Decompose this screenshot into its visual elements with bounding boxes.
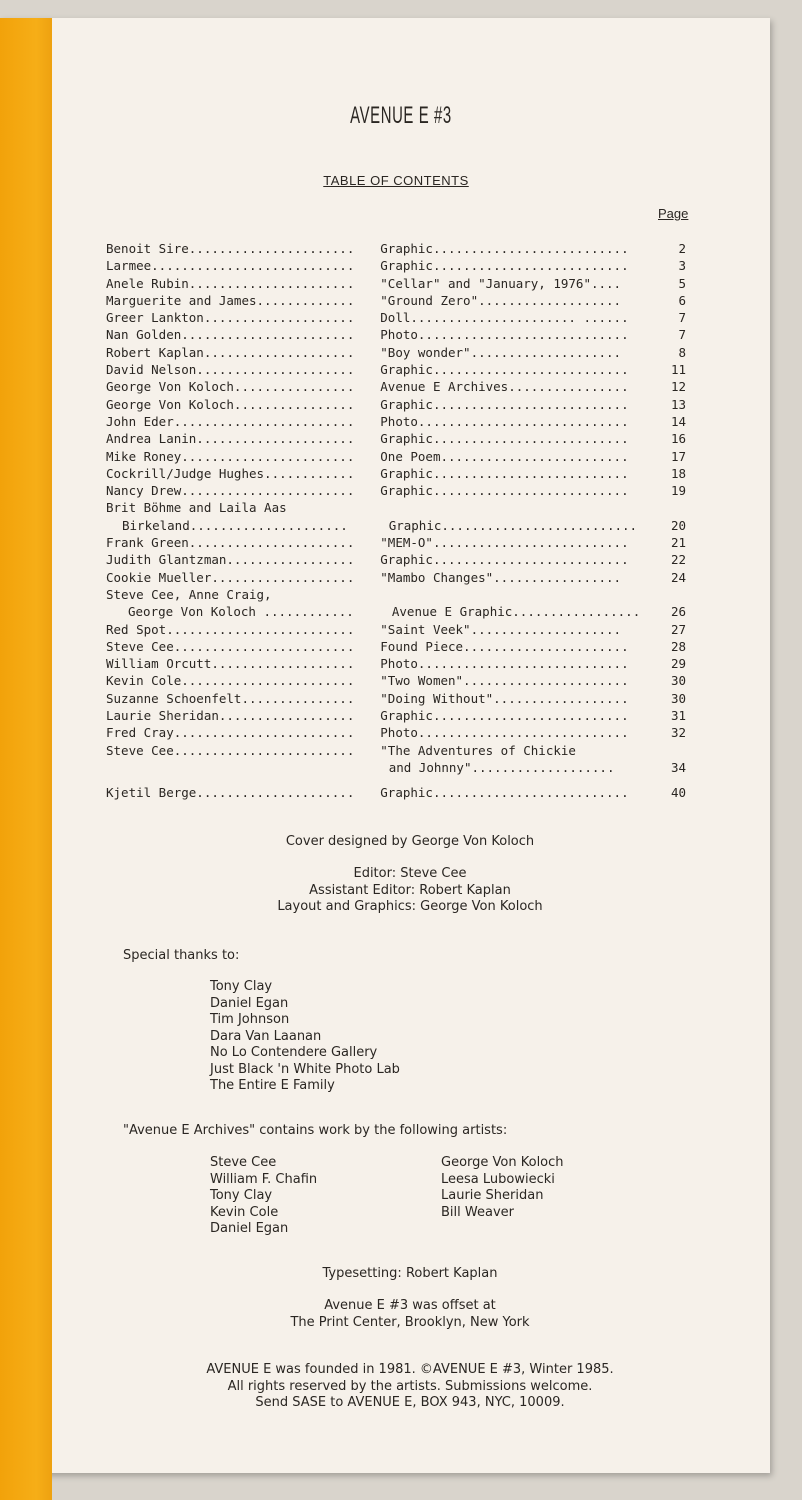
toc-work — [380, 586, 660, 603]
toc-row — [106, 621, 686, 638]
artist-item: William F. Chafin — [210, 1171, 318, 1187]
offset-credit — [0, 1298, 802, 1331]
toc-page-number: 29 — [670, 656, 686, 672]
toc-row — [106, 672, 686, 689]
editor-line: Editor: Steve Cee — [353, 866, 467, 881]
artist-item: Steve Cee — [210, 1155, 277, 1170]
thanks-item: Tony Clay — [210, 979, 273, 994]
archives-artists-col2 — [441, 1155, 564, 1221]
toc-row — [106, 292, 686, 309]
toc-work: "Doing Without".................. — [380, 690, 629, 706]
offset-line: Avenue E #3 was offset at — [324, 1298, 496, 1313]
toc-page-number: 2 — [678, 241, 686, 256]
toc-page-number: 18 — [670, 465, 686, 481]
toc-page-number: 16 — [670, 431, 686, 447]
archives-artists-col1 — [210, 1155, 317, 1238]
toc-work: Graphic.......................... — [380, 362, 629, 378]
toc-author: Cockrill/Judge Hughes............ — [106, 465, 355, 481]
thanks-item: Daniel Egan — [210, 995, 289, 1011]
toc-author: Steve Cee........................ — [106, 638, 355, 654]
founding-notice — [0, 1362, 802, 1412]
toc-work: "Boy wonder".................... — [380, 344, 622, 360]
toc-page-number: 21 — [670, 535, 686, 551]
toc-page-number: 7 — [678, 310, 686, 326]
toc-page-number — [660, 742, 686, 759]
toc-work: Avenue E Graphic................. — [391, 604, 641, 620]
toc-work: Avenue E Archives................ — [380, 379, 629, 395]
toc-author: George Von Koloch................ — [106, 379, 355, 395]
toc-work: Graphic.......................... — [380, 465, 629, 481]
toc-author: William Orcutt................... — [106, 656, 355, 672]
toc-work: Graphic.......................... — [380, 241, 629, 256]
toc-work: One Poem......................... — [380, 448, 629, 464]
toc-row — [106, 430, 686, 447]
toc-heading: TABLE OF CONTENTS — [323, 173, 469, 188]
toc-page-number: 17 — [670, 448, 686, 464]
toc-row — [106, 638, 686, 655]
toc-author: Birkeland..................... — [122, 517, 348, 533]
toc-row — [106, 378, 686, 395]
toc-page-number: 5 — [678, 275, 686, 291]
toc-row — [106, 361, 686, 378]
toc-author: Kjetil Berge..................... — [106, 785, 355, 801]
toc-row — [106, 499, 686, 516]
toc-page-number: 26 — [670, 604, 687, 620]
editor-credits — [0, 866, 802, 916]
toc-row — [106, 759, 686, 776]
toc-page-number: 28 — [670, 638, 686, 654]
toc-author: Cookie Mueller................... — [106, 569, 355, 585]
toc-page-number: 32 — [670, 725, 686, 741]
toc-work: "Saint Veek".................... — [380, 621, 622, 637]
toc-row — [106, 724, 686, 741]
founded-line: AVENUE E was founded in 1981. ©AVENUE E #3, Winter 1985. — [206, 1362, 614, 1377]
toc-author: John Eder........................ — [106, 413, 355, 429]
rights-line: All rights reserved by the artists. Submissions welcome. — [227, 1378, 593, 1394]
toc-work: Graphic.......................... — [380, 431, 629, 447]
toc-row — [106, 707, 686, 724]
toc-page-number — [660, 586, 686, 603]
toc-row — [106, 448, 686, 465]
toc-author: Greer Lankton.................... — [106, 310, 355, 326]
thanks-item: Just Black 'n White Photo Lab — [210, 1061, 400, 1077]
toc-row — [106, 551, 686, 568]
toc-row — [106, 517, 686, 534]
toc-author: Judith Glantzman................. — [106, 552, 355, 568]
toc-work: "Mambo Changes"................. — [380, 569, 622, 585]
toc-page-number: 12 — [670, 379, 686, 395]
toc-page-number: 8 — [678, 344, 686, 360]
cover-credit-line: Cover designed by George Von Koloch — [285, 834, 535, 849]
toc-author: Larmee........................... — [106, 258, 355, 274]
toc-author: David Nelson..................... — [106, 362, 355, 378]
toc-author: Marguerite and James............. — [106, 292, 355, 308]
toc-author: Fred Cray........................ — [106, 725, 355, 741]
toc-page-number: 34 — [670, 759, 686, 775]
toc-work: Graphic.......................... — [380, 258, 629, 274]
toc-row — [106, 482, 686, 499]
toc-page-number: 19 — [670, 483, 686, 499]
address-line: Send SASE to AVENUE E, BOX 943, NYC, 10009. — [255, 1395, 565, 1410]
toc-row — [106, 396, 686, 413]
toc-author: Frank Green...................... — [106, 535, 355, 551]
toc-work: Graphic.......................... — [388, 517, 638, 533]
toc-row — [106, 534, 686, 551]
toc-author: George Von Koloch................ — [106, 396, 355, 412]
toc-work: Found Piece...................... — [380, 638, 629, 654]
toc-author: George Von Koloch ............ — [128, 604, 354, 620]
toc-page-number: 14 — [670, 413, 686, 429]
toc-author: Nancy Drew....................... — [106, 483, 355, 499]
special-thanks-label: Special thanks to: — [123, 948, 240, 963]
typesetting-credit — [0, 1266, 802, 1283]
artist-item: George Von Koloch — [441, 1155, 564, 1170]
toc-work: Photo............................ — [380, 656, 629, 672]
toc-work: "Two Women"...................... — [380, 673, 629, 689]
table-of-contents — [106, 240, 686, 802]
toc-row — [106, 586, 686, 603]
toc-row — [106, 257, 686, 274]
toc-author: Steve Cee........................ — [106, 742, 355, 758]
toc-work: "MEM-O".......................... — [380, 535, 629, 551]
toc-page-number: 3 — [678, 258, 686, 274]
thanks-item: Tim Johnson — [210, 1012, 290, 1027]
toc-row — [106, 344, 686, 361]
toc-page-number: 7 — [678, 327, 686, 343]
toc-page-number — [660, 499, 686, 516]
toc-row — [106, 742, 686, 759]
archives-label: "Avenue E Archives" contains work by the following artists: — [123, 1123, 508, 1138]
toc-row — [106, 326, 686, 343]
toc-page-number: 40 — [670, 785, 686, 801]
toc-row — [106, 275, 686, 292]
toc-page-number: 24 — [670, 569, 686, 585]
toc-page-number: 30 — [670, 690, 686, 706]
toc-work: Graphic.......................... — [380, 552, 629, 568]
toc-work: and Johnny"................... — [388, 759, 615, 775]
toc-row — [106, 240, 686, 257]
artist-item: Leesa Lubowiecki — [441, 1171, 555, 1187]
toc-work: Graphic.......................... — [380, 708, 629, 724]
toc-author: Kevin Cole....................... — [106, 673, 355, 689]
toc-author: Suzanne Schoenfelt............... — [106, 690, 355, 706]
artist-item: Laurie Sheridan — [441, 1188, 544, 1203]
toc-page-number: 6 — [678, 292, 686, 308]
artist-item: Daniel Egan — [210, 1221, 289, 1236]
thanks-item: Dara Van Laanan — [210, 1028, 322, 1044]
toc-gap — [106, 776, 686, 784]
toc-row — [106, 309, 686, 326]
toc-page-number: 22 — [670, 552, 686, 568]
toc-page-number: 31 — [670, 708, 686, 724]
toc-page-number: 13 — [670, 396, 686, 412]
thanks-item: No Lo Contendere Gallery — [210, 1045, 378, 1060]
thanks-item: The Entire E Family — [210, 1078, 335, 1093]
toc-page-number: 20 — [670, 517, 686, 533]
toc-row — [106, 690, 686, 707]
toc-author: Anele Rubin...................... — [106, 275, 355, 291]
toc-page-number: 27 — [670, 621, 686, 637]
print-center-line: The Print Center, Brooklyn, New York — [290, 1314, 530, 1330]
toc-work: Photo............................ — [380, 413, 629, 429]
toc-work: Graphic.......................... — [380, 483, 629, 499]
toc-work: Photo............................ — [380, 725, 629, 741]
layout-graphics-line: Layout and Graphics: George Von Koloch — [277, 899, 543, 914]
typesetting-line: Typesetting: Robert Kaplan — [322, 1266, 498, 1281]
toc-row — [106, 603, 686, 620]
toc-author: Mike Roney....................... — [106, 448, 355, 464]
toc-author: Benoit Sire...................... — [106, 241, 355, 256]
toc-row — [106, 413, 686, 430]
toc-row — [106, 784, 686, 801]
artist-item: Tony Clay — [210, 1188, 273, 1203]
toc-author: Andrea Lanin..................... — [106, 431, 355, 447]
toc-author — [106, 759, 373, 776]
toc-author: Nan Golden....................... — [106, 327, 355, 343]
toc-author: Red Spot......................... — [106, 621, 355, 637]
toc-work: Graphic.......................... — [380, 785, 629, 801]
cover-credit — [0, 834, 802, 851]
page-column-heading: Page — [658, 206, 689, 221]
toc-work: "Cellar" and "January, 1976".... — [380, 275, 622, 291]
toc-work: Graphic.......................... — [380, 396, 629, 412]
toc-row — [106, 655, 686, 672]
toc-work: "Ground Zero"................... — [380, 292, 622, 308]
artist-item: Bill Weaver — [441, 1204, 514, 1220]
toc-author: Steve Cee, Anne Craig, — [106, 586, 272, 602]
toc-author: Robert Kaplan.................... — [106, 344, 355, 360]
assistant-editor-line: Assistant Editor: Robert Kaplan — [309, 882, 511, 898]
toc-author: Laurie Sheridan.................. — [106, 708, 355, 724]
document-title: AVENUE E #3 — [350, 102, 452, 129]
toc-row — [106, 465, 686, 482]
special-thanks-list — [210, 979, 400, 1095]
toc-page-number: 11 — [670, 362, 686, 378]
toc-work: Doll...................... ...... — [380, 310, 629, 326]
artist-item: Kevin Cole — [210, 1204, 279, 1220]
toc-row — [106, 569, 686, 586]
toc-page-number: 30 — [670, 673, 686, 689]
toc-work: Photo............................ — [380, 327, 629, 343]
toc-work — [380, 499, 660, 516]
toc-work: "The Adventures of Chickie — [380, 742, 576, 758]
toc-author: Brit Böhme and Laila Aas — [106, 500, 287, 516]
